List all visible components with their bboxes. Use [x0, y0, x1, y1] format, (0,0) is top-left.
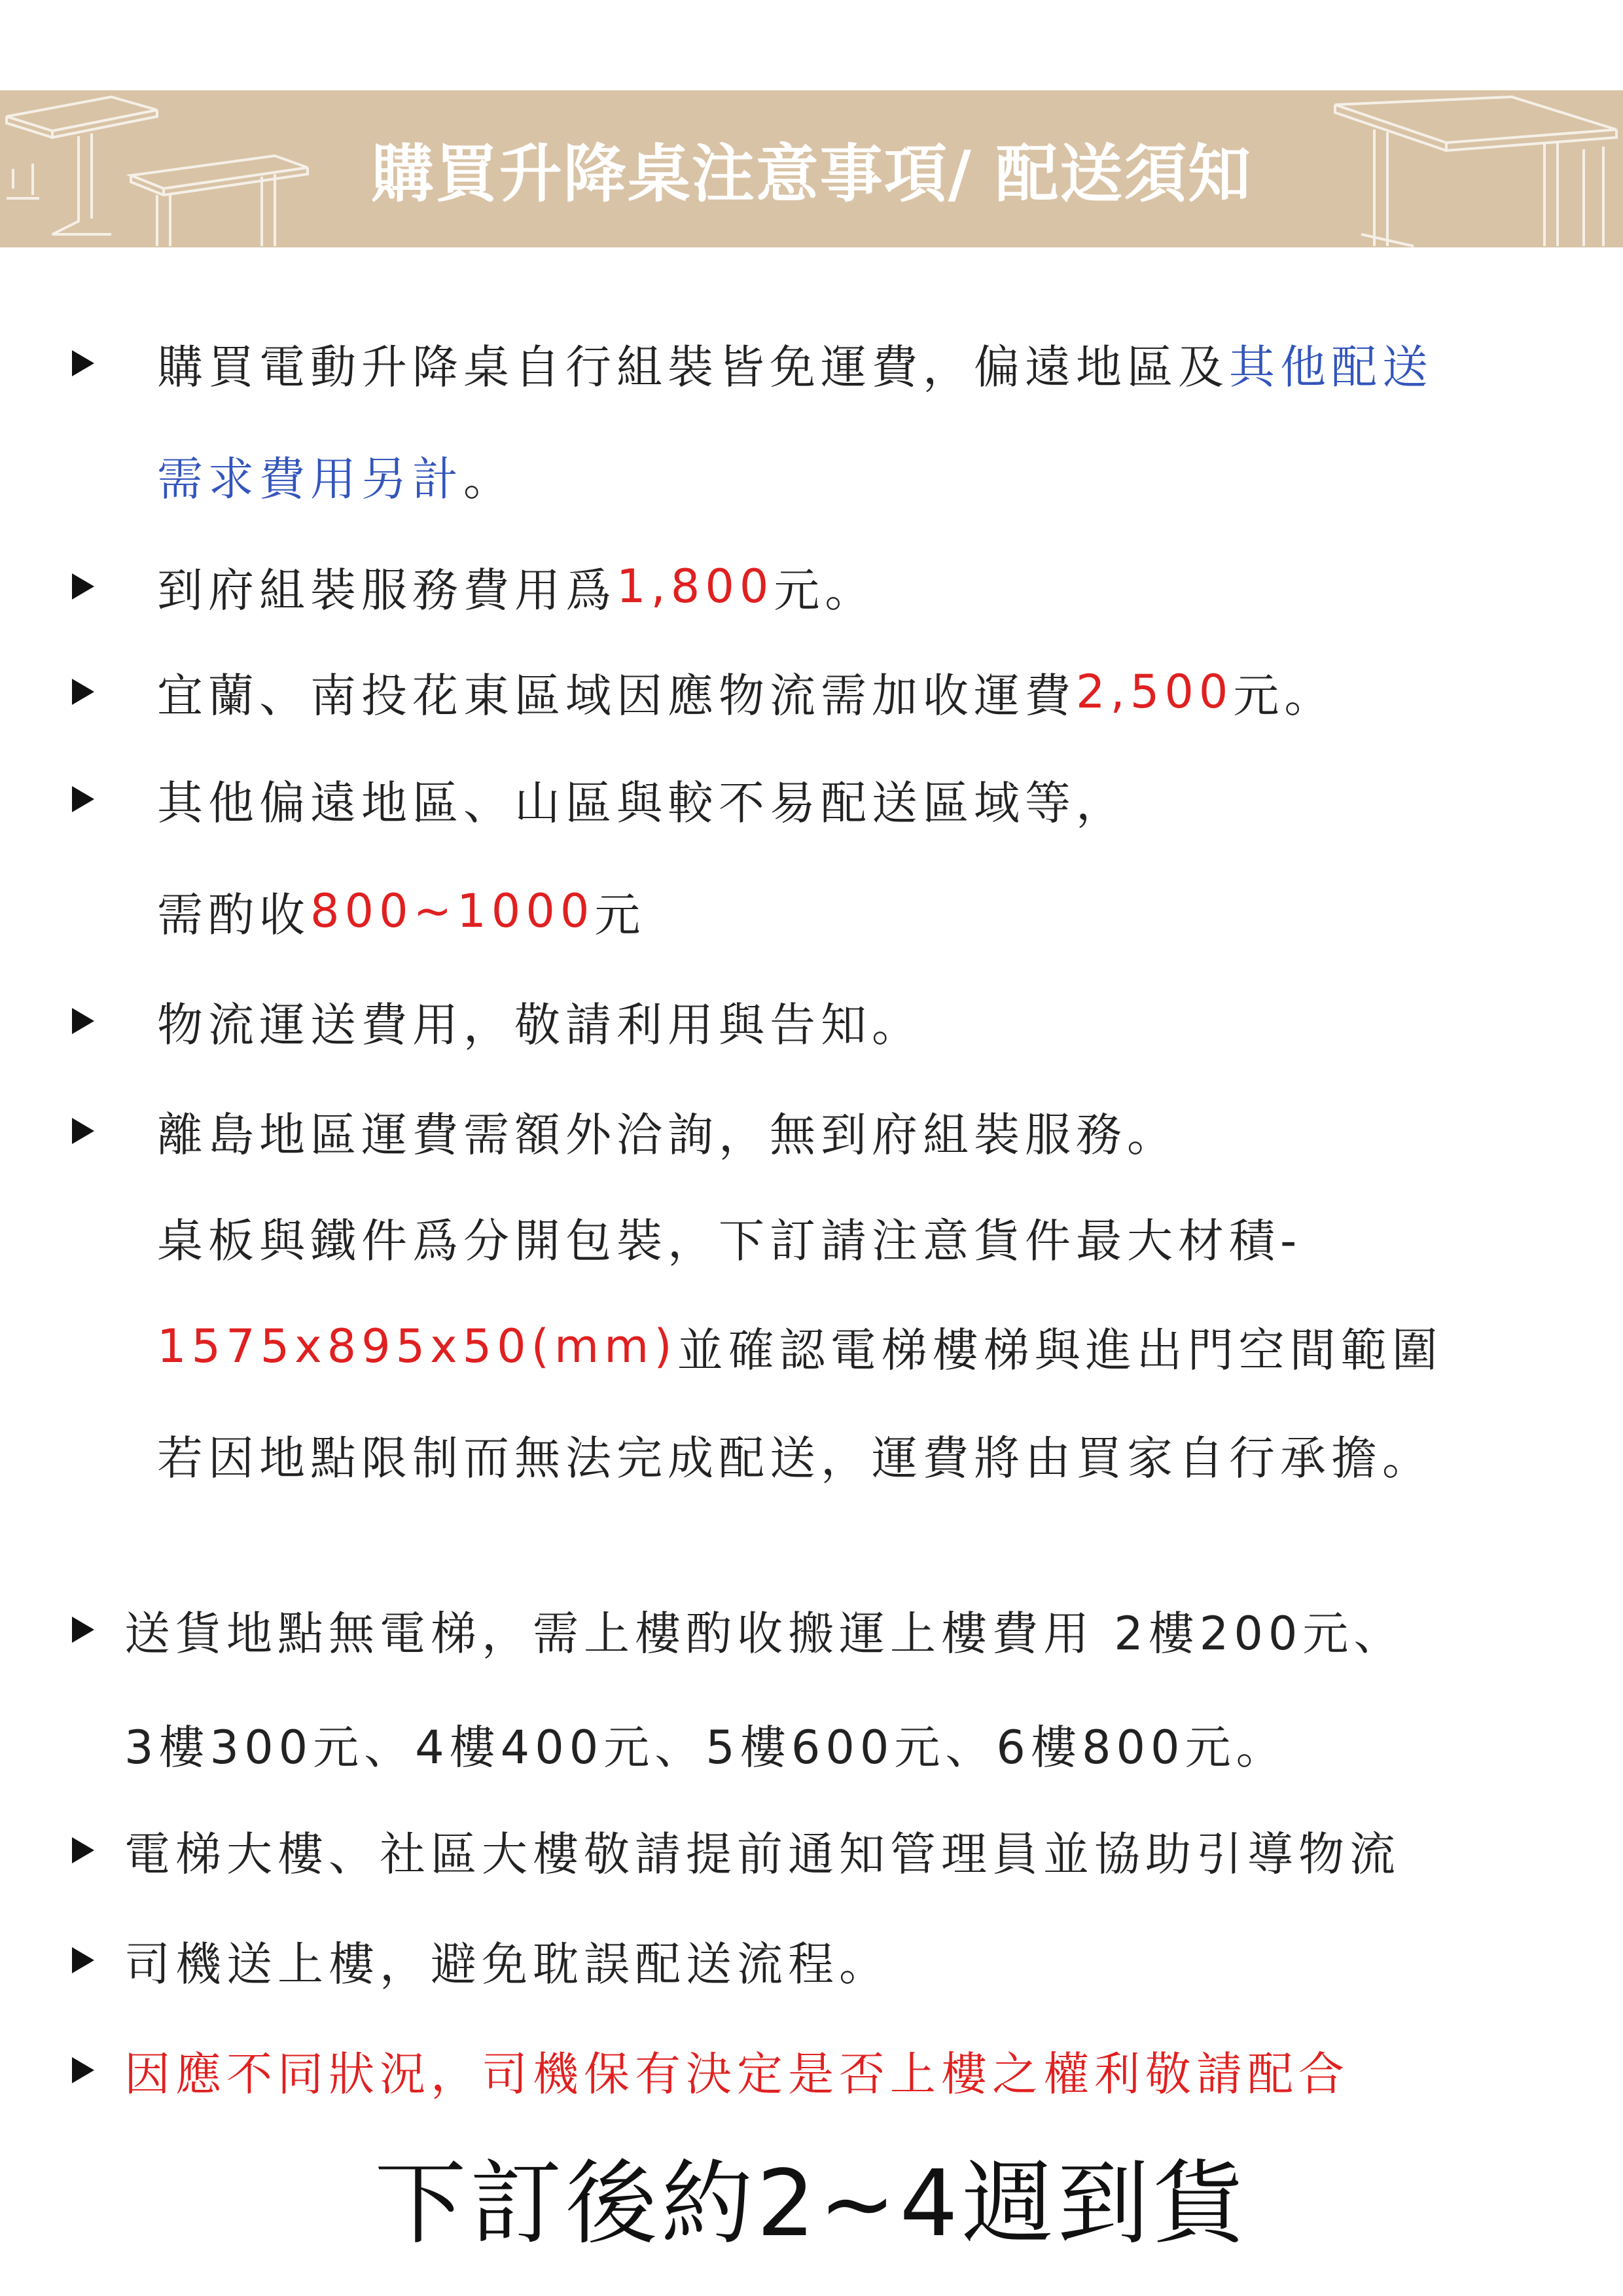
item-6-dimensions: 1575x895x50(mm) [157, 1319, 677, 1373]
delivery-time-notice: 下訂後約2~4週到貨 [374, 2150, 1249, 2257]
bullet-icon [72, 1617, 94, 1643]
item-9-text: 因應不同狀況，司機保有決定是否上樓之權利敬請配合 [124, 2047, 1349, 2101]
item-1-line-2 [157, 442, 514, 508]
item-7-line-1 [124, 1597, 1404, 1662]
bullet-icon [72, 786, 94, 812]
bullet-icon [72, 2057, 94, 2083]
item-6-line-1 [157, 1098, 1178, 1164]
item-6-line-3 [157, 1314, 1443, 1379]
item-7-text-b: 3樓300元、4樓400元、5樓600元、6樓800元。 [124, 1720, 1287, 1774]
item-8-text-b: 司機送上樓，避免耽誤配送流程。 [124, 1937, 890, 1991]
bullet-icon [72, 1008, 94, 1034]
item-2-end: 元。 [774, 563, 876, 617]
item-1-end: 。 [463, 452, 514, 506]
item-5-line [157, 988, 923, 1054]
item-6-line-2 [157, 1204, 1302, 1270]
item-5-text: 物流運送費用，敬請利用與告知。 [157, 997, 923, 1052]
bullet-icon [72, 1837, 94, 1863]
item-4-line-2 [157, 878, 645, 944]
item-4-end: 元 [594, 888, 646, 942]
item-1-blue-text-1: 其他配送 [1229, 340, 1433, 394]
item-4-text-b: 需酌收 [157, 888, 310, 942]
item-8-line-2 [124, 1928, 890, 1993]
bullet-icon [72, 573, 94, 600]
item-3-end: 元。 [1233, 668, 1336, 723]
item-3-line [157, 659, 1335, 725]
header-banner [0, 90, 1623, 247]
item-4-text: 其他偏遠地區、山區與較不易配送區域等， [157, 776, 1127, 830]
item-3-price: 2,500 [1076, 665, 1234, 719]
item-6-text-c: 並確認電梯樓梯與進出門空間範圍 [677, 1323, 1443, 1377]
item-2-price: 1,800 [616, 560, 774, 613]
item-1-text: 購買電動升降桌自行組裝皆免運費，偏遠地區及 [157, 340, 1229, 394]
item-6-text: 離島地區運費需額外洽詢，無到府組裝服務。 [157, 1107, 1178, 1162]
item-6-line-4 [157, 1422, 1433, 1487]
bullet-icon [72, 679, 94, 705]
item-7-text: 送貨地點無電梯，需上樓酌收搬運上樓費用 2樓200元、 [124, 1606, 1405, 1660]
item-4-line-1 [157, 766, 1127, 832]
item-4-price: 800~1000 [310, 884, 595, 938]
item-2-text: 到府組裝服務費用爲 [157, 563, 616, 617]
item-8-line-1 [124, 1818, 1400, 1883]
item-6-text-d: 若因地點限制而無法完成配送，運費將由買家自行承擔。 [157, 1431, 1433, 1485]
item-3-text: 宜蘭、南投花東區域因應物流需加收運費 [157, 668, 1076, 723]
item-1-blue-text-2: 需求費用另計 [157, 452, 463, 506]
bullet-icon [72, 1947, 94, 1973]
item-6-text-b: 桌板與鐵件爲分開包裝，下訂請注意貨件最大材積- [157, 1213, 1302, 1268]
bullet-icon [72, 350, 94, 376]
item-1-line-1 [157, 331, 1433, 396]
banner-title: 購買升降桌注意事項/ 配送須知 [370, 137, 1253, 211]
item-7-line-2 [124, 1711, 1287, 1776]
item-8-text: 電梯大樓、社區大樓敬請提前通知管理員並協助引導物流 [124, 1827, 1400, 1881]
bullet-icon [72, 1118, 94, 1144]
item-2-line [157, 554, 876, 619]
item-9-line [124, 2037, 1349, 2103]
